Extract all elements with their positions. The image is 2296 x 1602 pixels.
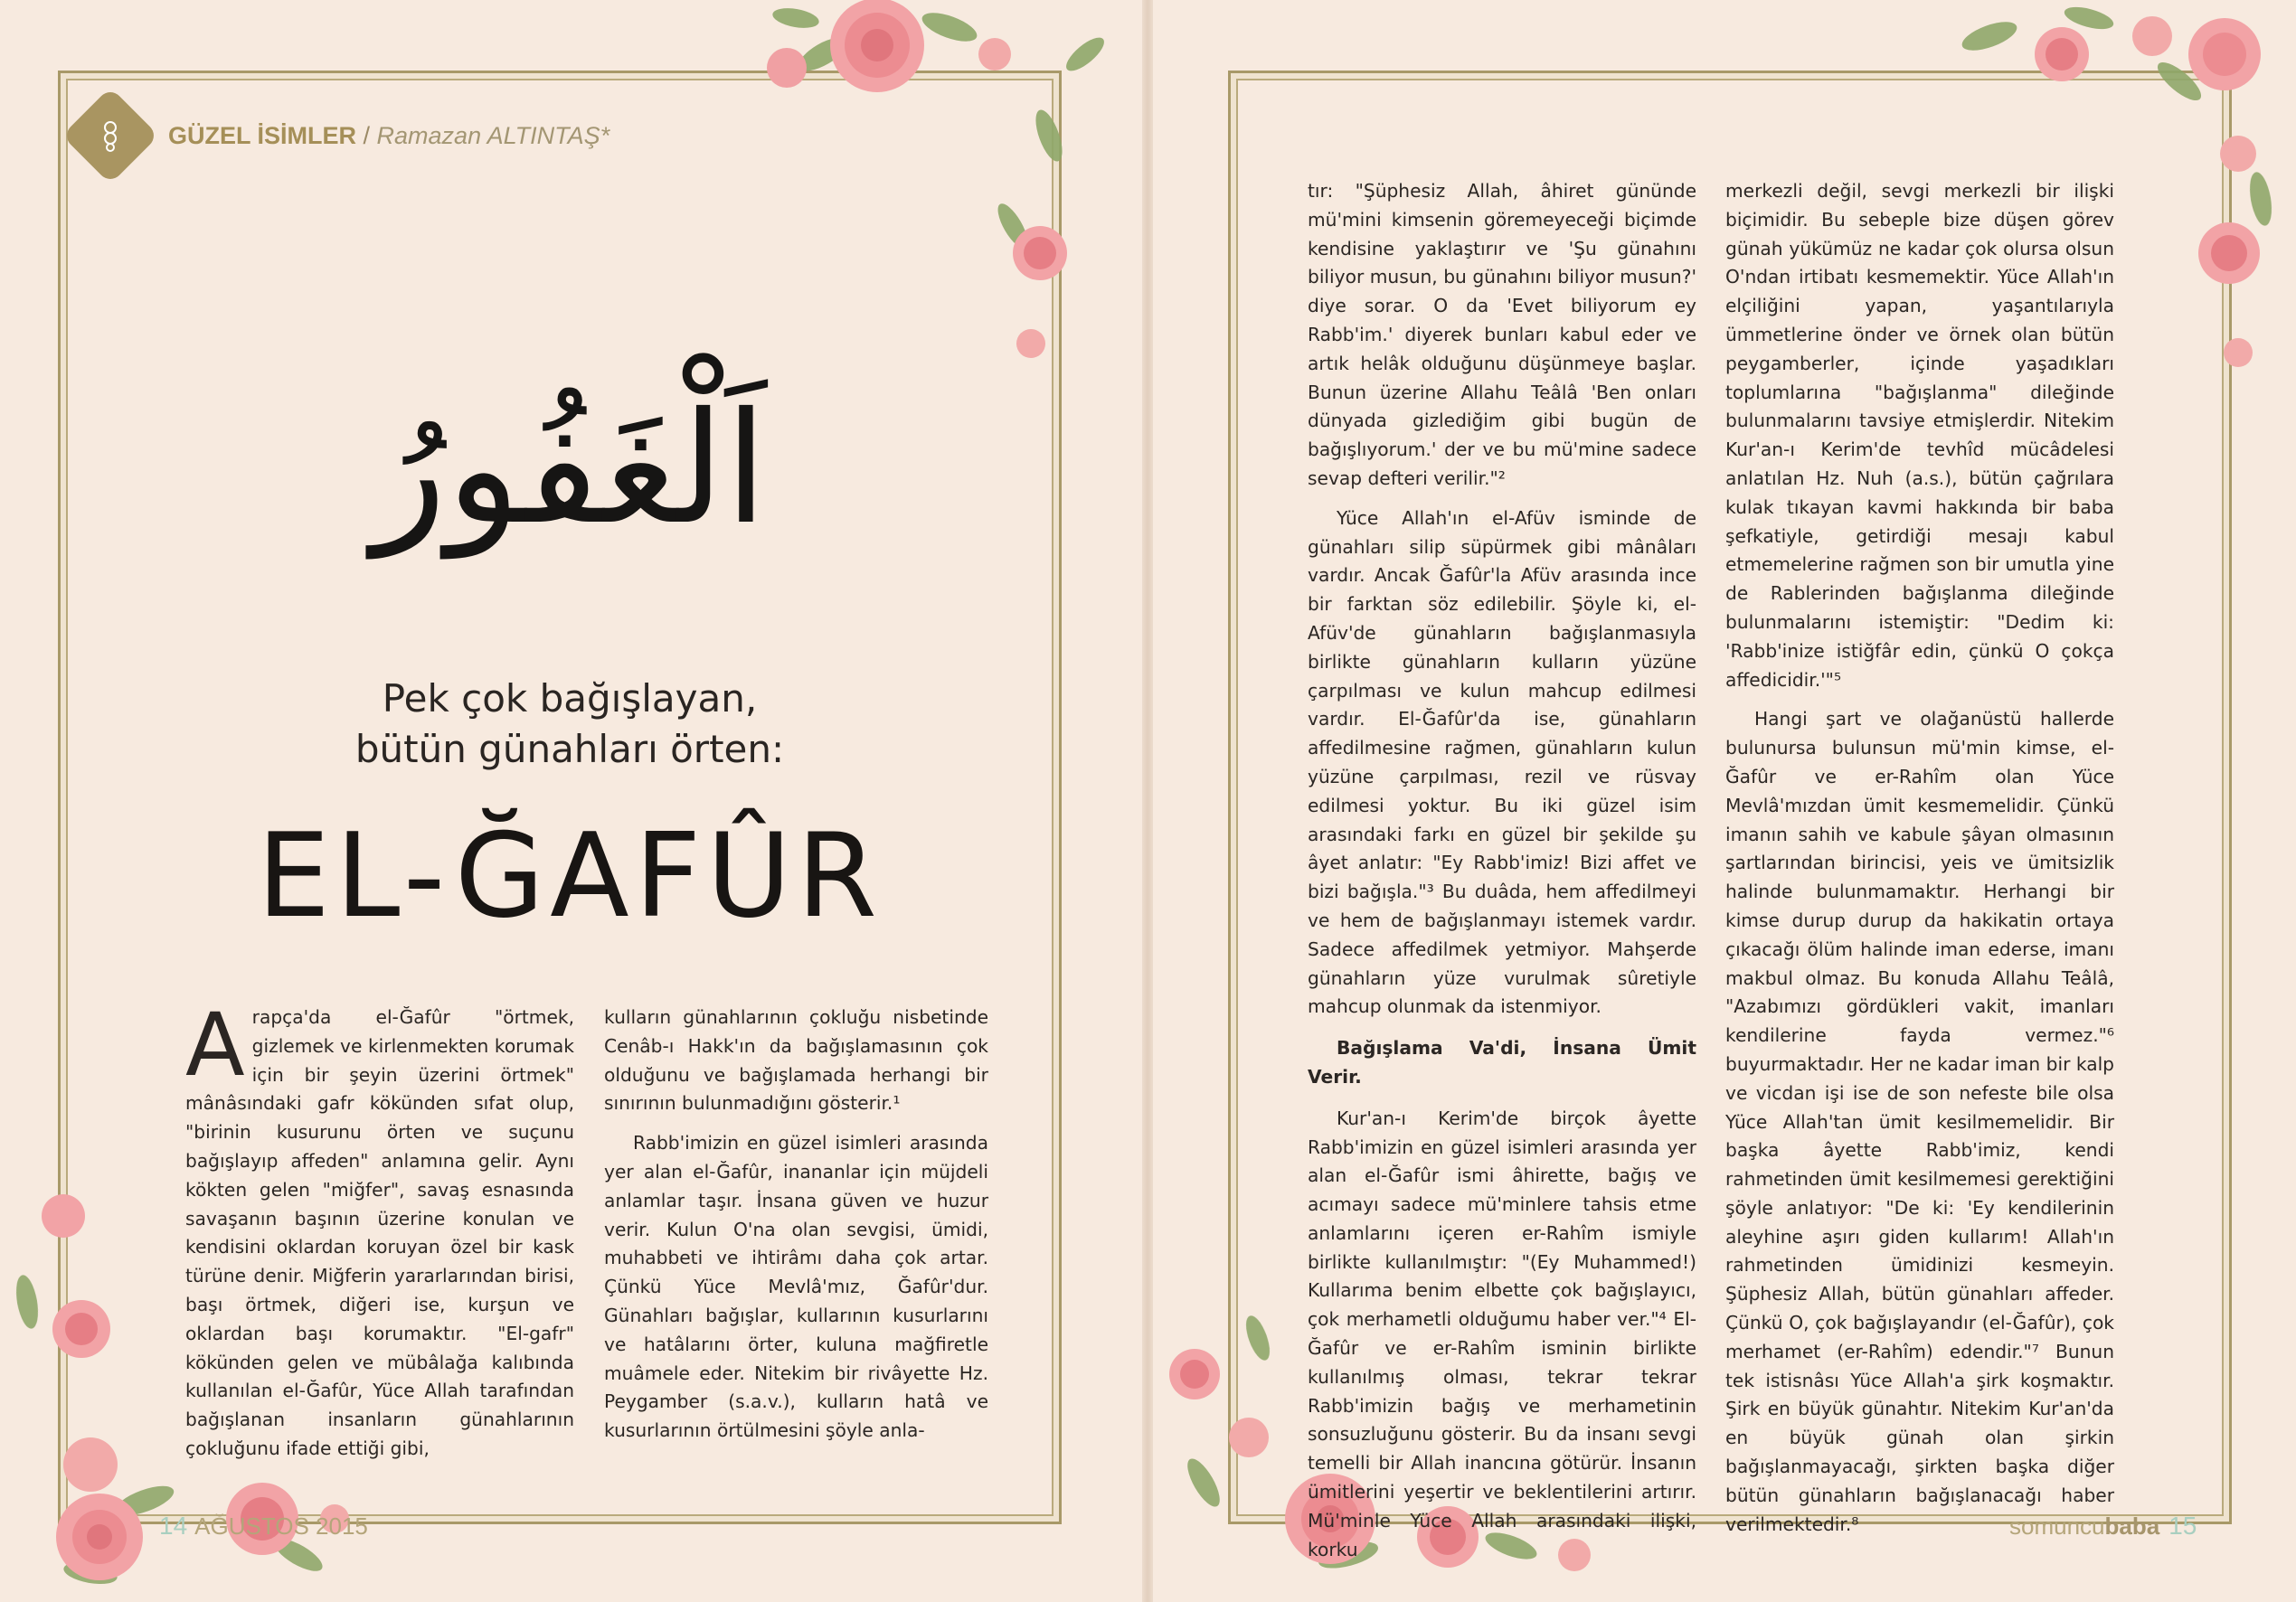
- paragraph: kulların günahlarının çokluğu nisbetinde Cenâb-ı Hakk'ın da bağışlamasının çok olduğunu ve bağışlamada herhangi bir sınırının bulunmadığını gösterir.¹: [604, 1006, 988, 1115]
- subtitle-line-1: Pek çok bağışlayan,: [382, 676, 758, 721]
- paragraph-text: rapça'da el-Ğafûr "örtmek, gizlemek ve kirlenmekten korumak için bir şeyin üzerini örtmek" mânâsındaki gafr kökünden sıfat olup, "birinin kusurunu örten ve suçunu bağışlayıp affeden" anlamına gelir. Aynı kökten gelen "miğfer", savaş esnasında savaşanın başının üzerine konulan ve kendisini oklardan koruyan özel bir kask türüne denir. Miğferin yararlarından birisi, başı örtmek, diğeri ise, kurşun ve oklardan başı korumaktır. "El-gafr" kökünden gelen ve mübâlağa kalıbında kullanılan el-Ğafûr, Yüce Allah tarafından bağışlanan insanların günahlarının çokluğunu ifade ettiği gibi,: [185, 1006, 574, 1459]
- arabic-calligraphy-title: اَلْغَفُورُ: [372, 380, 768, 559]
- paragraph: tır: "Şüphesiz Allah, âhiret gününde mü'mini kimsenin göremeyeceği biçimde kendisine yaklaştırır ve 'Şu günahını biliyor musun, bu günahını biliyor musun?' diye sorar. O da 'Evet biliyorum ey Rabb'im.' diyerek bunları kabul eder ve artık helâk olduğunu düşünmeye başlar. Bunun üzerine Allahu Teâlâ 'Ben onları dünyada gizlediğim gibi bugün de bağışlıyorum.' der ve bu mü'mine sadece sevap defteri verilir."²: [1308, 180, 1696, 489]
- header-author: Ramazan ALTINTAŞ*: [376, 121, 610, 149]
- ornament-icon: [92, 118, 128, 154]
- section-header: [76, 99, 609, 172]
- article-subtitle: [298, 674, 841, 775]
- paragraph: [185, 994, 574, 1464]
- page-number-right: 15: [2168, 1512, 2197, 1540]
- paragraph: Kur'an-ı Kerim'de birçok âyette Rabb'imizin en güzel isimleri arasında yer alan el-Ğafûr ismi âhirette, bağış ve acımayı sadece mü'minlere tahsis etme anlamlarını içeren er-Rahîm ismiyle birlikte kullanılmıştır: "(Ey Muhammed!) Kullarıma benim elbette çok bağışlayıcı, çok merhametli olduğumu haber ver."⁴ El-Ğafûr ve er-Rahîm isminin birlikte kullanılmış olması, tekrar tekrar Rabb'imizin bağış ve merhametinin sonsuzluğunu gösterir. Bu da insanı sevgi temelli bir Allah inancına götürür. İnsanın ümitlerini yeşertir ve beklentilerini artırır. Mü'minle Yüce Allah arasındaki ilişki, korku: [1308, 1107, 1696, 1560]
- header-category: GÜZEL İSİMLER: [168, 121, 357, 149]
- paragraph: Rabb'imizin en güzel isimleri arasında yer alan el-Ğafûr, inananlar için müjdeli anlamlar taşır. İnsana güven ve huzur verir. Kulun O'na olan sevgisi, ümidi, muhabbeti ve ihtirâmı daha çok artar. Çünkü Yüce Mevlâ'mız, Ğafûr'dur. Günahları bağışlar, kullarının kusurlarını ve hatâlarını örter, kuluna mağfiretle muâmele eder. Nitekim bir rivâyette Hz. Peygamber (s.a.v.), kulların hatâ ve kusurlarının örtülmesini şöyle anla-: [604, 1132, 988, 1442]
- right-page-footer: [2009, 1512, 2197, 1541]
- text-column-2: [604, 1004, 988, 1446]
- brand-part-1: somuncu: [2009, 1512, 2105, 1540]
- header-separator: /: [356, 121, 377, 149]
- page-number-left: 14: [159, 1512, 188, 1540]
- magazine-brand: [2009, 1512, 2159, 1540]
- brand-part-2: baba: [2104, 1512, 2160, 1540]
- paragraph: merkezli değil, sevgi merkezli bir ilişki biçimidir. Bu sebeple bize düşen görev günah yükümüz ne kadar çok olursa olsun O'ndan irtibatı kesmemektir. Yüce Allah'ın elçiliğini yapan, yaşantılarıyla ümmetlerine önder ve örnek olan bütün peygamberler, içinde yaşadıkları toplumlarına "bağışlanma" dileğinde bulunmalarını tavsiye etmişlerdir. Nitekim Kur'an-ı Kerim'de tevhîd mücâdelesi anlatılan Hz. Nuh (a.s.), bütün çağrılara kulak tıkayan kavmi hakkında bir baba şefkatiyle, getirdiği mesajı kabul etmemelerine rağmen son bir umutla yine de Rablerinden bağışlanma dileğinde bulunmalarını istemiştir: "Dedim ki: 'Rabb'inize istiğfâr edin, çünkü O çokça affedicidir.'"⁵: [1725, 180, 2114, 691]
- paragraph: Yüce Allah'ın el-Afüv isminde de günahları silip süpürmek gibi mânâları vardır. Ancak Ğafûr'la Afüv arasında ince bir farktan söz edilebilir. Şöyle ki, el-Afüv'de günahların bağışlanmasıyla birlikte günahların kulların yüzüne çarpılması ve kulun mahcup edilmesi vardır. El-Ğafûr'da ise, günahların affedilmesine rağmen, günahların kulun yüzüne çarpılması, rezil ve rüsvay edilmesi yoktur. Bu iki güzel isim arasındaki farkı en güzel bir şekilde şu âyet anlatır: "Ey Rabb'imiz! Bizi affet ve bizi bağışla."³ Bu duâda, hem affedilmeyi ve hem de bağışlanmayı istemek vardır. Sadece affedilmek yetmiyor. Mahşerde günahların yüze vurulmak sûretiyle mahcup olunmak da istenmiyor.: [1308, 506, 1696, 1018]
- section-subheading: Bağışlama Va'di, İnsana Ümit Verir.: [1308, 1037, 1696, 1088]
- left-page-footer: [159, 1512, 368, 1541]
- article-title: EL-ĞAFÛR: [257, 809, 883, 944]
- paragraph: Hangi şart ve olağanüstü hallerde bulunursa bulunsun mü'min kimse, el-Ğafûr ve er-Rahîm olan Yüce Mevlâ'mızdan ümit kesmemelidir. Çünkü imanın sahih ve kabule şâyan olmasının şartlarından birincisi, yeis ve ümitsizlik halinde bulunmamaktır. Herhangi bir kimse durup durup da hakikatin ortaya çıkacağı ölüm halinde iman ederse, imanı makbul olmaz. Bu konuda Allahu Teâlâ, "Azabımızı gördükleri vakit, imanları kendilerine fayda vermez."⁶ buyurmaktadır. Her ne kadar iman bir kalp ve vicdan işi ise de son nefeste bile olsa Yüce Allah'tan ümit kesilmemelidir. Bir başka âyette Rabb'imiz, kendi rahmetinden ümit kesilmemesi gerektiğini şöyle anlatıyor: "De ki: 'Ey kendilerinin aleyhine aşırı giden kullarım! Allah'ın rahmetinden ümidinizi kesmeyin. Şüphesiz Allah, bütün günahları affeder. Çünkü O, çok bağışlayandır (el-Ğafûr), çok merhamet (er-Rahîm) edendir."⁷ Bunun tek istisnâsı Yüce Allah'a şirk koşmaktır. Şirk en büyük günahtır. Nitekim Kur'an'da en büyük günah olan şirkin bağışlanmayacağı, şirkten başka diğer bütün günahların bağışlanacağı haber verilmektedir.⁸: [1725, 708, 2114, 1535]
- text-column-1: [185, 994, 574, 1464]
- text-column-4: [1725, 177, 2114, 1539]
- section-badge: [61, 87, 158, 184]
- issue-date: AĞUSTOS 2015: [194, 1512, 368, 1540]
- text-column-3: [1308, 177, 1696, 1564]
- header-text: [168, 122, 609, 150]
- drop-cap: A: [185, 994, 245, 1096]
- floral-corner-top-left-page: [742, 0, 1121, 398]
- subtitle-line-2: bütün günahları örten:: [354, 727, 785, 771]
